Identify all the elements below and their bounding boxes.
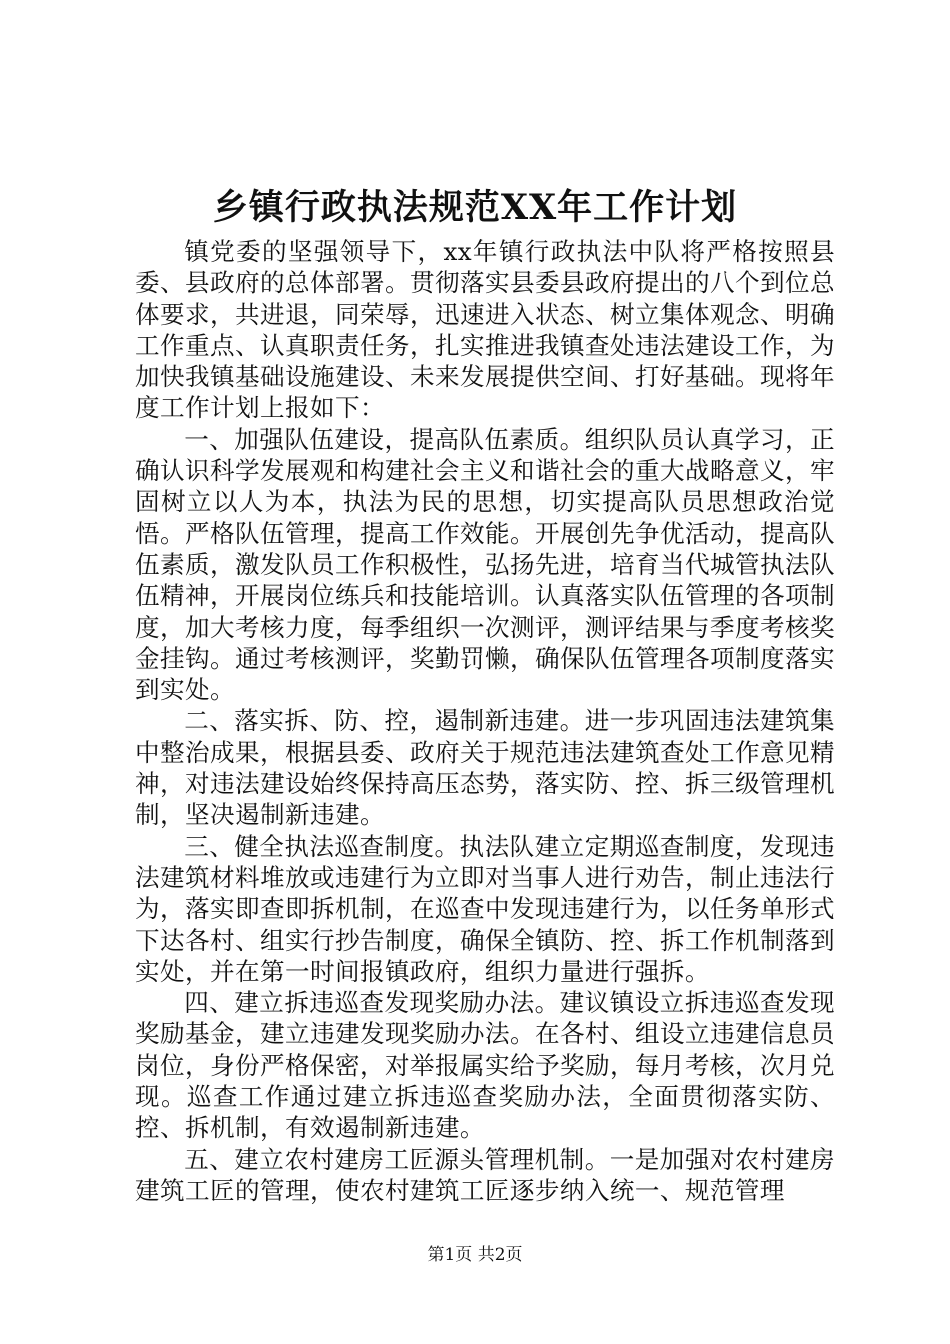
paragraph-section-3: 三、健全执法巡查制度。执法队建立定期巡查制度，发现违法建筑材料堆放或违建行为立即对当事人进行劝告，制止违法行为，落实即查即拆机制，在巡查中发现违建行为，以任务单形式下达各村、组实行抄告制度，确保全镇防、控、拆工作机制落到实处，并在第一时间报镇政府，组织力量进行强拆。 xyxy=(135,831,835,986)
document-body xyxy=(135,236,835,1206)
page-number-footer: 第1页 共2页 xyxy=(427,1245,523,1265)
paragraph-section-2: 二、落实拆、防、控，遏制新违建。进一步巩固违法建筑集中整治成果，根据县委、政府关于规范违法建筑查处工作意见精神，对违法建设始终保持高压态势，落实防、控、拆三级管理机制，坚决遏制新违建。 xyxy=(135,706,835,830)
paragraph-intro: 镇党委的坚强领导下，xx年镇行政执法中队将严格按照县委、县政府的总体部署。贯彻落实县委县政府提出的八个到位总体要求，共进退，同荣辱，迅速进入状态、树立集体观念、明确工作重点、认真职责任务，扎实推进我镇查处违法建设工作，为加快我镇基础设施建设、未来发展提供空间、打好基础。现将年度工作计划上报如下： xyxy=(135,237,835,423)
paragraph-section-1: 一、加强队伍建设，提高队伍素质。组织队员认真学习，正确认识科学发展观和构建社会主义和谐社会的重大战略意义，牢固树立以人为本，执法为民的思想，切实提高队员思想政治觉悟。严格队伍管理，提高工作效能。开展创先争优活动，提高队伍素质，激发队员工作积极性，弘扬先进，培育当代城管执法队伍精神，开展岗位练兵和技能培训。认真落实队伍管理的各项制度，加大考核力度，每季组织一次测评，测评结果与季度考核奖金挂钩。通过考核测评，奖勤罚懒，确保队伍管理各项制度落实到实处。 xyxy=(135,424,835,705)
paragraph-section-4: 四、建立拆违巡查发现奖励办法。建议镇设立拆违巡查发现奖励基金，建立违建发现奖励办法。在各村、组设立违建信息员岗位，身份严格保密，对举报属实给予奖励，每月考核，次月兑现。巡查工作通过建立拆违巡查奖励办法，全面贯彻落实防、控、拆机制，有效遏制新违建。 xyxy=(135,988,835,1143)
document-title: 乡镇行政执法规范XX年工作计划 xyxy=(212,187,738,228)
paragraph-section-5: 五、建立农村建房工匠源头管理机制。一是加强对农村建房建筑工匠的管理，使农村建筑工匠逐步纳入统一、规范管理 xyxy=(135,1144,835,1205)
